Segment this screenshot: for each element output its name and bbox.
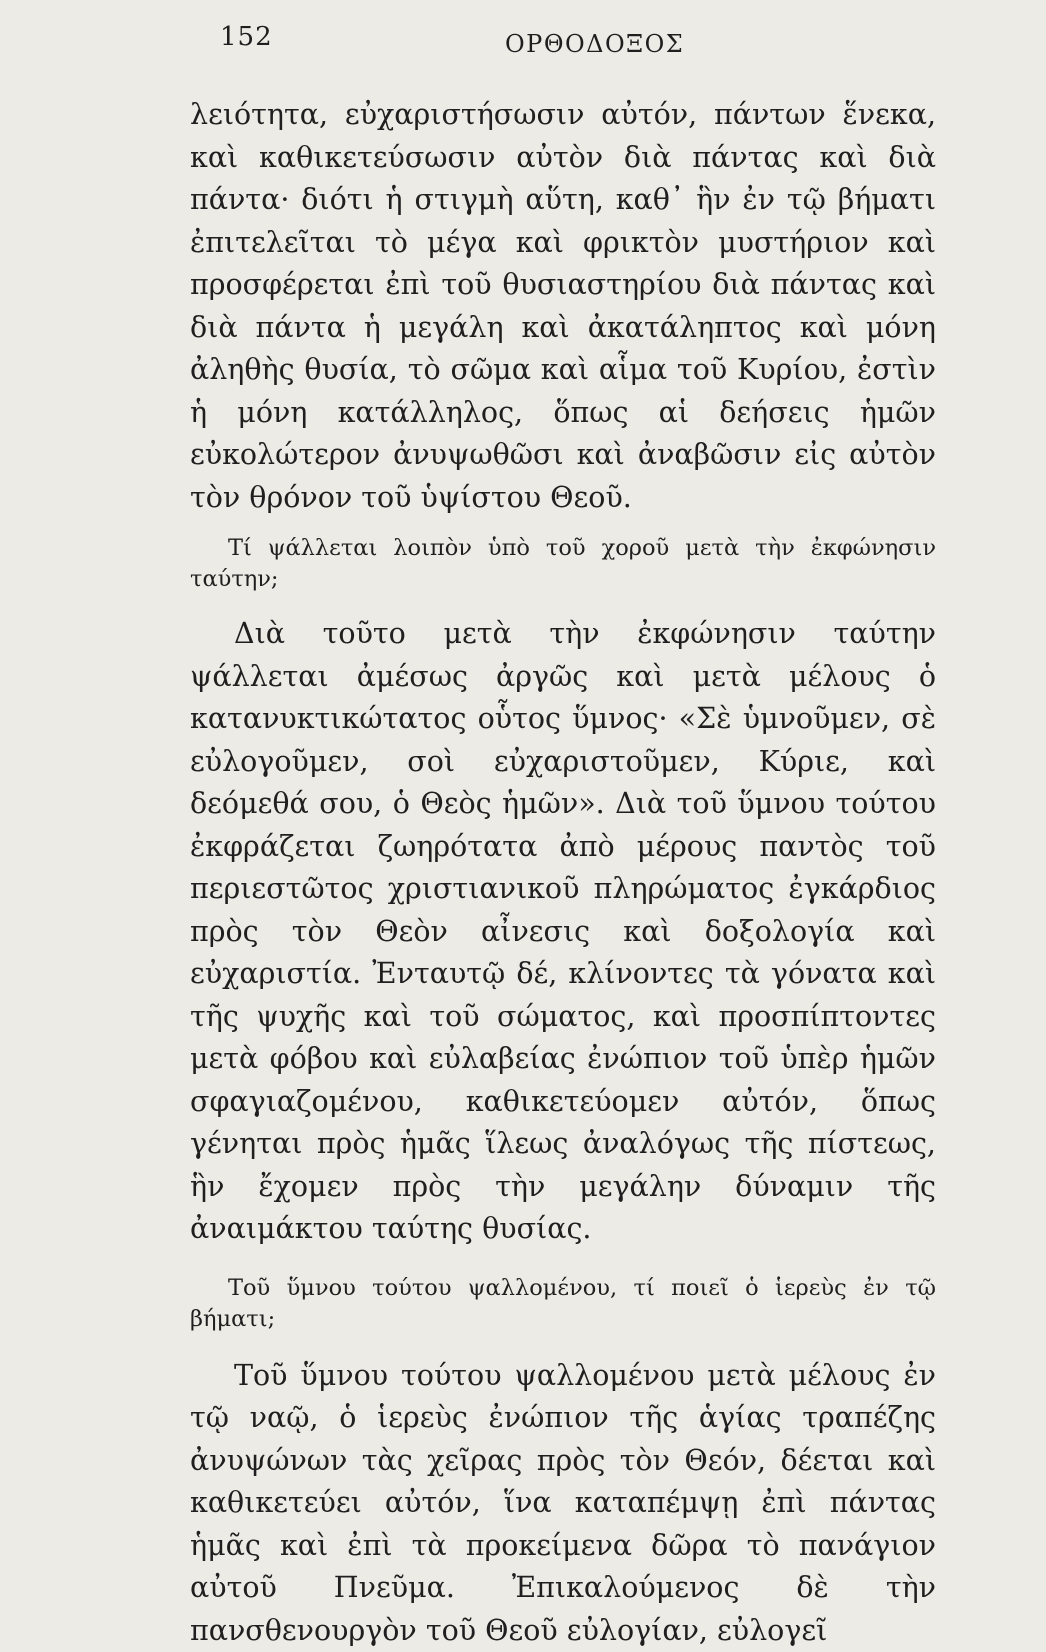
running-head	[190, 18, 936, 76]
page-number: 152	[220, 22, 273, 52]
question-2: Τοῦ ὕμνου τούτου ψαλλομένου, τί ποιεῖ ὁ ἱερεὺς ἐν τῷ βήματι;	[190, 1273, 936, 1335]
question-1: Τί ψάλλεται λοιπὸν ὑπὸ τοῦ χοροῦ μετὰ τὴν ἐκφώνησιν ταύτην;	[190, 533, 936, 595]
paragraph-continuation: λειότητα, εὐχαριστήσωσιν αὐτόν, πάντων ἕνεκα, καὶ καθικετεύσωσιν αὐτὸν διὰ πάντας καὶ διὰ πάντα· διότι ἡ στιγμὴ αὕτη, καθ᾽ ἣν ἐν τῷ βήματι ἐπιτελεῖται τὸ μέγα καὶ φρικτὸν μυστήριον καὶ προσφέρεται ἐπὶ τοῦ θυσιαστηρίου διὰ πάντας καὶ διὰ πάντα ἡ μεγάλη καὶ ἀκατάληπτος καὶ μόνη ἀληθὴς θυσία, τὸ σῶμα καὶ αἷμα τοῦ Κυρίου, ἐστὶν ἡ μόνη κατάλληλος, ὅπως αἱ δεήσεις ἡμῶν εὐκολώτερον ἀνυψωθῶσι καὶ ἀναβῶσιν εἰς αὐτὸν τὸν θρόνον τοῦ ὑψίστου Θεοῦ.	[190, 94, 936, 519]
running-title: ΟΡΘΟΔΟΞΟΣ	[505, 30, 684, 58]
answer-1: Διὰ τοῦτο μετὰ τὴν ἐκφώνησιν ταύτην ψάλλεται ἀμέσως ἀργῶς καὶ μετὰ μέλους ὁ κατανυκτικώτατος οὗτος ὕμνος· «Σὲ ὑμνοῦμεν, σὲ εὐλογοῦμεν, σοὶ εὐχαριστοῦμεν, Κύριε, καὶ δεόμεθά σου, ὁ Θεὸς ἡμῶν». Διὰ τοῦ ὕμνου τούτου ἐκφράζεται ζωηρότατα ἀπὸ μέρους παντὸς τοῦ περιεστῶτος χριστιανικοῦ πληρώματος ἐγκάρδιος πρὸς τὸν Θεὸν αἶνεσις καὶ δοξολογία καὶ εὐχαριστία. Ἐνταυτῷ δέ, κλίνοντες τὰ γόνατα καὶ τῆς ψυχῆς καὶ τοῦ σώματος, καὶ προσπίπτοντες μετὰ φόβου καὶ εὐλαβείας ἐνώπιον τοῦ ὑπὲρ ἡμῶν σφαγιαζομένου, καθικετεύομεν αὐτόν, ὅπως γένηται πρὸς ἡμᾶς ἵλεως ἀναλόγως τῆς πίστεως, ἣν ἔχομεν πρὸς τὴν μεγάλην δύναμιν τῆς ἀναιμάκτου ταύτης θυσίας.	[190, 613, 936, 1251]
answer-2: Τοῦ ὕμνου τούτου ψαλλομένου μετὰ μέλους ἐν τῷ ναῷ, ὁ ἱερεὺς ἐνώπιον τῆς ἁγίας τραπέζης ἀνυψώνων τὰς χεῖρας πρὸς τὸν Θεόν, δέεται καὶ καθικετεύει αὐτόν, ἵνα καταπέμψῃ ἐπὶ πάντας ἡμᾶς καὶ ἐπὶ τὰ προκείμενα δῶρα τὸ πανάγιον αὐτοῦ Πνεῦμα. Ἐπικαλούμενος δὲ τὴν πανσθενουργὸν τοῦ Θεοῦ εὐλογίαν, εὐλογεῖ	[190, 1355, 936, 1652]
